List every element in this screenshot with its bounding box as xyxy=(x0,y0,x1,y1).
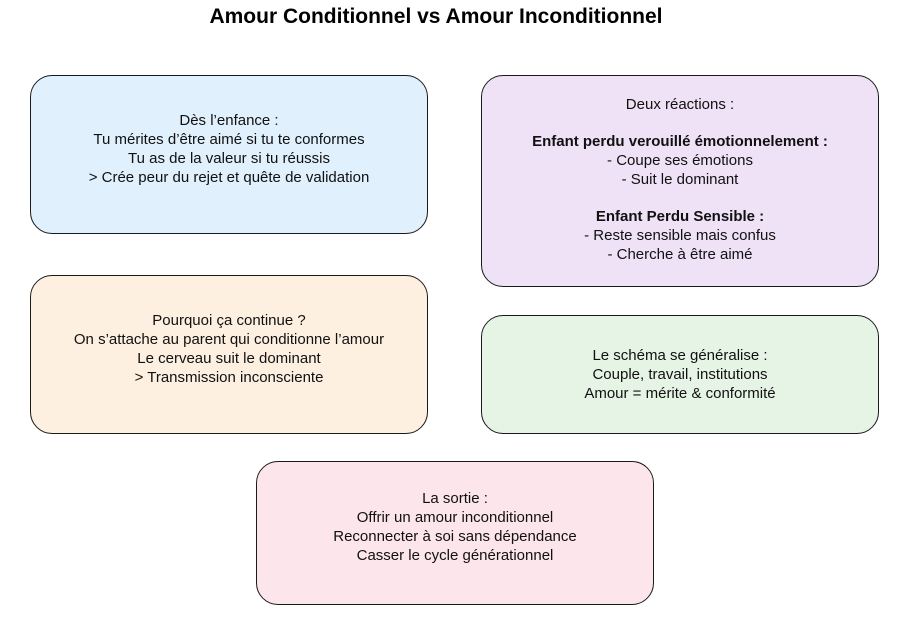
why-line: Le cerveau suit le dominant xyxy=(137,349,321,367)
locked-child-heading: Enfant perdu verouillé émotionnelement : xyxy=(532,132,828,150)
exit-line: Reconnecter à soi sans dépendance xyxy=(333,528,577,545)
sensitive-child-item: - Cherche à être aimé xyxy=(607,245,753,263)
why-line: On s’attache au parent qui conditionne l’amour xyxy=(73,330,385,348)
exit-line: Casser le cycle générationnel xyxy=(356,547,554,564)
childhood-line: Tu as de la valeur si tu réussis xyxy=(127,149,331,167)
why-line: > Transmission inconsciente xyxy=(134,368,324,386)
sensitive-child-item: - Reste sensible mais confus xyxy=(584,226,776,244)
reactions-intro: Deux réactions : xyxy=(625,95,735,113)
reactions-box xyxy=(481,75,879,287)
why-heading: Pourquoi ça continue ? xyxy=(152,311,306,329)
locked-child-item: - Coupe ses émotions xyxy=(607,151,753,169)
exit-line: Offrir un amour inconditionnel xyxy=(356,509,554,526)
pattern-generalizes-box xyxy=(481,315,879,434)
childhood-line: > Crée peur du rejet et quête de validation xyxy=(88,168,370,186)
pattern-line: Amour = mérite & conformité xyxy=(584,385,776,402)
childhood-heading: Dès l’enfance : xyxy=(179,111,279,129)
why-it-continues-box xyxy=(30,275,428,434)
pattern-line: Couple, travail, institutions xyxy=(592,366,768,383)
diagram-title: Amour Conditionnel vs Amour Inconditionnel xyxy=(209,5,663,28)
locked-child-item: - Suit le dominant xyxy=(621,170,739,188)
pattern-heading: Le schéma se généralise : xyxy=(592,347,768,364)
childhood-box xyxy=(30,75,428,234)
sensitive-child-heading: Enfant Perdu Sensible : xyxy=(595,207,765,225)
childhood-line: Tu mérites d’être aimé si tu te conformes xyxy=(93,130,365,148)
way-out-box xyxy=(256,461,654,605)
exit-heading: La sortie : xyxy=(422,490,488,507)
